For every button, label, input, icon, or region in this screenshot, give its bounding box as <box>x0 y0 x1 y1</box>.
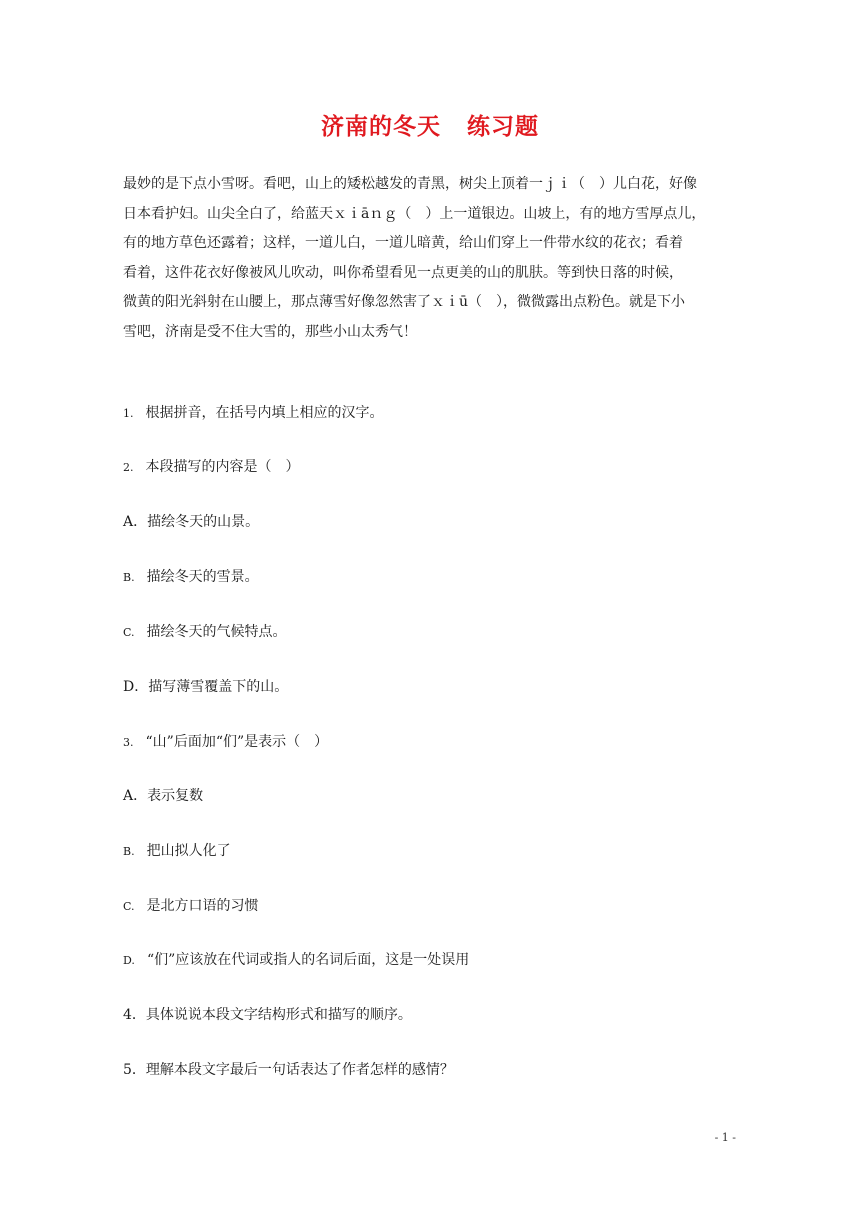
option-letter: B. <box>123 571 135 584</box>
option-text: 表示复数 <box>147 788 204 804</box>
question-text: 本段描写的内容是（ ） <box>145 459 300 475</box>
question-number: 2. <box>123 461 134 474</box>
passage-line: 看着，这件花衣好像被风儿吹动，叫你希望看见一点更美的山的肌肤。等到快日落的时候， <box>123 264 683 281</box>
passage-line: 日本看护妇。山尖全白了，给蓝天ｘｉāｎｇ（ ）上一道银边。山坡上，有的地方雪厚点儿， <box>123 205 706 222</box>
option-text: 是北方口语的习惯 <box>146 898 259 914</box>
question-1 <box>123 402 384 422</box>
question-4 <box>123 1004 412 1024</box>
option-letter: C. <box>123 626 135 639</box>
option-2d <box>123 676 288 696</box>
option-text: 描绘冬天的雪景。 <box>146 569 259 585</box>
question-3 <box>123 731 328 751</box>
option-2c <box>123 621 287 641</box>
option-text: 把山拟人化了 <box>146 843 231 859</box>
option-letter: C. <box>123 900 135 913</box>
passage-line: 有的地方草色还露着；这样，一道儿白，一道儿暗黄，给山们穿上一件带水纹的花衣；看着 <box>123 235 683 252</box>
option-letter: A． <box>123 788 148 804</box>
title-main: 济南的冬天 <box>321 114 441 140</box>
option-2a <box>123 511 259 531</box>
question-number: 1. <box>123 407 134 420</box>
title-sub: 练习题 <box>467 114 539 140</box>
question-5 <box>123 1059 454 1079</box>
passage-line: 微黄的阳光斜射在山腰上，那点薄雪好像忽然害了ｘｉū（ ），微微露出点粉色。就是下小 <box>123 294 686 311</box>
option-letter: D. <box>123 954 135 967</box>
question-number: 3. <box>123 736 134 749</box>
passage-line: 雪吧，济南是受不住大雪的，那些小山太秀气！ <box>123 323 417 340</box>
option-letter: D． <box>123 679 149 695</box>
question-2 <box>123 456 300 476</box>
option-3d <box>123 949 469 969</box>
question-number: 4． <box>123 1007 146 1023</box>
page-title <box>0 108 860 141</box>
reading-passage <box>123 170 737 348</box>
option-3c <box>123 895 259 915</box>
passage-line: 最妙的是下点小雪呀。看吧，山上的矮松越发的青黑，树尖上顶着一ｊｉ（ ）儿白花，好像 <box>123 176 697 192</box>
option-text: “们”应该放在代词或指人的名词后面，这是一处误用 <box>146 952 470 968</box>
option-letter: A． <box>123 514 148 530</box>
question-text: 理解本段文字最后一句话表达了作者怎样的感情？ <box>145 1062 454 1078</box>
option-text: 描绘冬天的山景。 <box>147 514 260 530</box>
option-text: 描绘冬天的气候特点。 <box>146 624 287 640</box>
question-text: 根据拼音，在括号内填上相应的汉字。 <box>145 405 384 421</box>
question-text: 具体说说本段文字结构形式和描写的顺序。 <box>145 1007 412 1023</box>
question-text: “山”后面加“们”是表示（ ） <box>145 734 329 750</box>
option-3a <box>123 785 203 805</box>
option-letter: B. <box>123 845 135 858</box>
option-3b <box>123 840 231 860</box>
option-2b <box>123 566 259 586</box>
question-number: 5． <box>123 1062 146 1078</box>
option-text: 描写薄雪覆盖下的山。 <box>148 679 289 695</box>
page-number: - 1 - <box>714 1131 736 1144</box>
